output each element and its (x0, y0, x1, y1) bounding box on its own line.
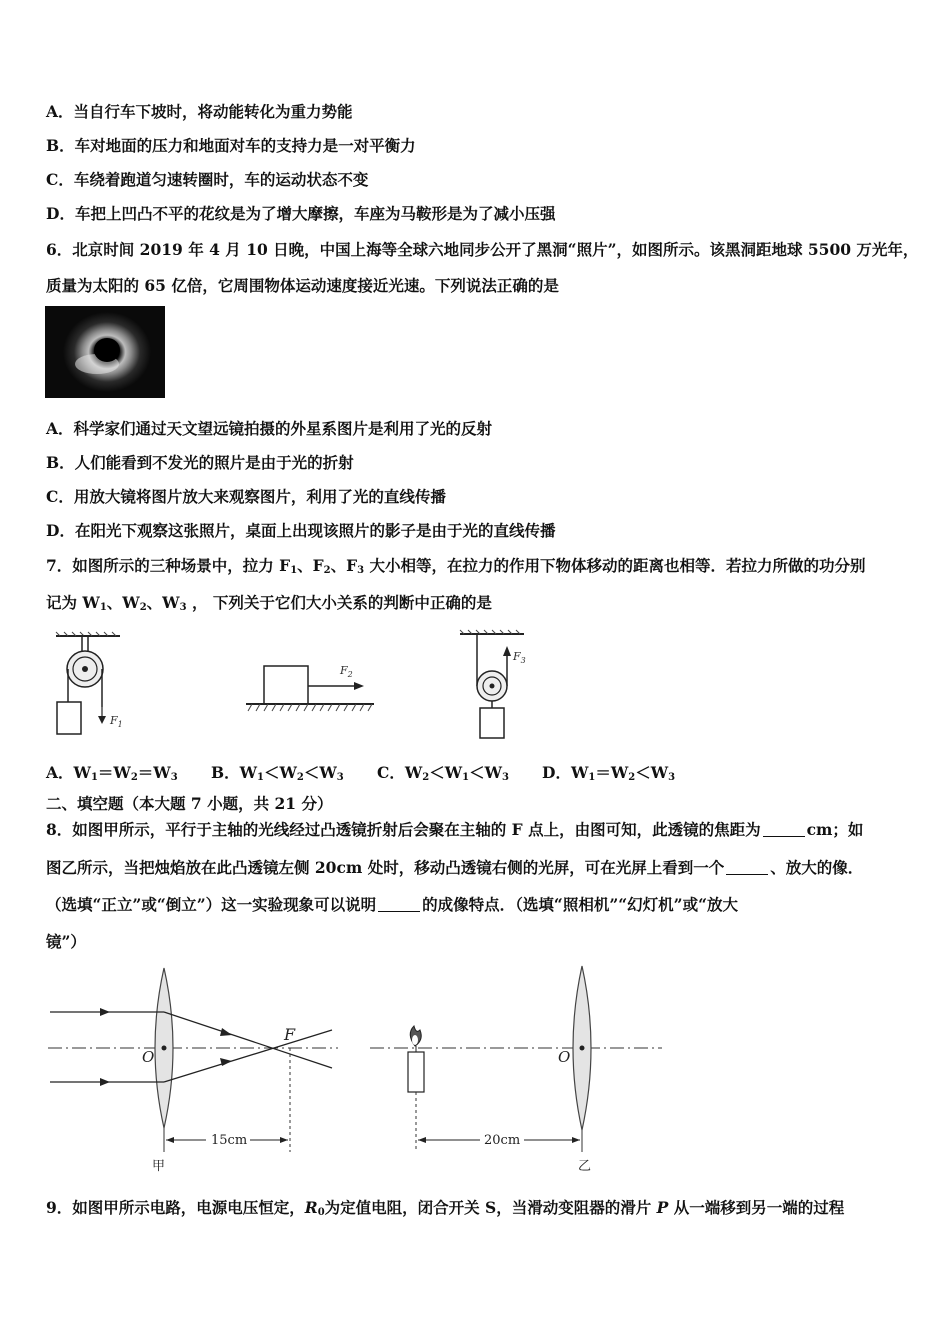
q6-stem-line2: 质量为太阳的 65 亿倍，它周围物体运动速度接近光速。下列说法正确的是 (46, 276, 559, 295)
q6-option-a: A．科学家们通过天文望远镜拍摄的外星系图片是利用了光的反射 (46, 419, 493, 438)
q6-option-b: B．人们能看到不发光的照片是由于光的折射 (46, 453, 354, 472)
q7-movable-pulley-figure (456, 630, 536, 745)
q7-option-a: A．$W_1=W_2=W_3$ (46, 763, 178, 783)
q8-figure-a-convex-lens (46, 960, 346, 1175)
q6-option-d: D．在阳光下观察这张照片，桌面上出现该照片的影子是由于光的直线传播 (46, 521, 556, 540)
q7-option-b: B．$W_1<W_2<W_3$ (211, 763, 344, 783)
q7-fixed-pulley-figure (52, 632, 132, 747)
candle-icon (408, 1026, 424, 1092)
q8-stem-line2: 图乙所示，当把烛焰放在此凸透镜左侧 20cm 处时，移动凸透镜右侧的光屏，可在光屏上看到一个 、放大的像． (46, 858, 864, 877)
q5-option-a: A．当自行车下坡时，将动能转化为重力势能 (46, 102, 353, 121)
q9-stem-line1: 9．如图甲所示电路，电源电压恒定，$R_0$为定值电阻，闭合开关 S，当滑动变阻器的滑片 P 从一端移到另一端的过程 (46, 1198, 845, 1218)
q8a-caption: 甲 (152, 1159, 166, 1174)
q7-option-d: D．$W_1=W_2<W_3$ (542, 763, 676, 783)
q7-block-floor-figure (244, 656, 379, 716)
section-2-heading: 二、填空题（本大题 7 小题，共 21 分） (46, 794, 333, 813)
q8b-o-label: O (558, 1048, 571, 1066)
q7-stem-line2: 记为 $W_1$、$W_2$、$W_3$ ， 下列关于它们大小关系的判断中正确的是 (46, 593, 492, 613)
q7-f2-label: $F_2$ (340, 664, 353, 679)
q8-blank-3[interactable] (378, 897, 420, 912)
q8b-caption: 乙 (578, 1159, 592, 1174)
q7-f1-label: $F_1$ (110, 714, 123, 729)
q5-option-b: B．车对地面的压力和地面对车的支持力是一对平衡力 (46, 136, 416, 155)
q8a-distance-label: 15cm (211, 1133, 248, 1148)
q6-stem-line1: 6．北京时间 2019 年 4 月 10 日晚，中国上海等全球六地同步公开了黑洞“照片”，如图所示。该黑洞距地球 5500 万光年， (46, 240, 919, 259)
q8-stem-line4: 镜”） (46, 932, 86, 951)
black-hole-image (45, 306, 165, 398)
q8b-distance-label: 20cm (484, 1133, 521, 1148)
q7-option-c: C．$W_2<W_1<W_3$ (377, 763, 509, 783)
q8-figure-b-candle-lens (368, 960, 668, 1175)
q8-stem-line1: 8．如图甲所示，平行于主轴的光线经过凸透镜折射后会聚在主轴的 F 点上，由图可知，此透镜的焦距为 cm；如 (46, 820, 864, 839)
q8a-o-label: O (142, 1048, 155, 1066)
q7-stem-line1: 7．如图所示的三种场景中，拉力 $F_1$、$F_2$、$F_3$ 大小相等，在拉力的作用下物体移动的距离也相等．若拉力所做的功分别 (46, 556, 866, 576)
q6-option-c: C．用放大镜将图片放大来观察图片，利用了光的直线传播 (46, 487, 446, 506)
q8-stem-line3: （选填“正立”或“倒立”）这一实验现象可以说明 的成像特点．（选填“照相机”“幻灯机”或“放大 (46, 895, 739, 914)
q8-blank-1[interactable] (763, 822, 805, 837)
q8-blank-2[interactable] (726, 860, 768, 875)
q8a-f-label: F (284, 1025, 296, 1044)
q5-option-c: C．车绕着跑道匀速转圈时，车的运动状态不变 (46, 170, 369, 189)
q5-option-d: D．车把上凹凸不平的花纹是为了增大摩擦，车座为马鞍形是为了减小压强 (46, 204, 556, 223)
q7-f3-label: $F_3$ (513, 650, 526, 665)
